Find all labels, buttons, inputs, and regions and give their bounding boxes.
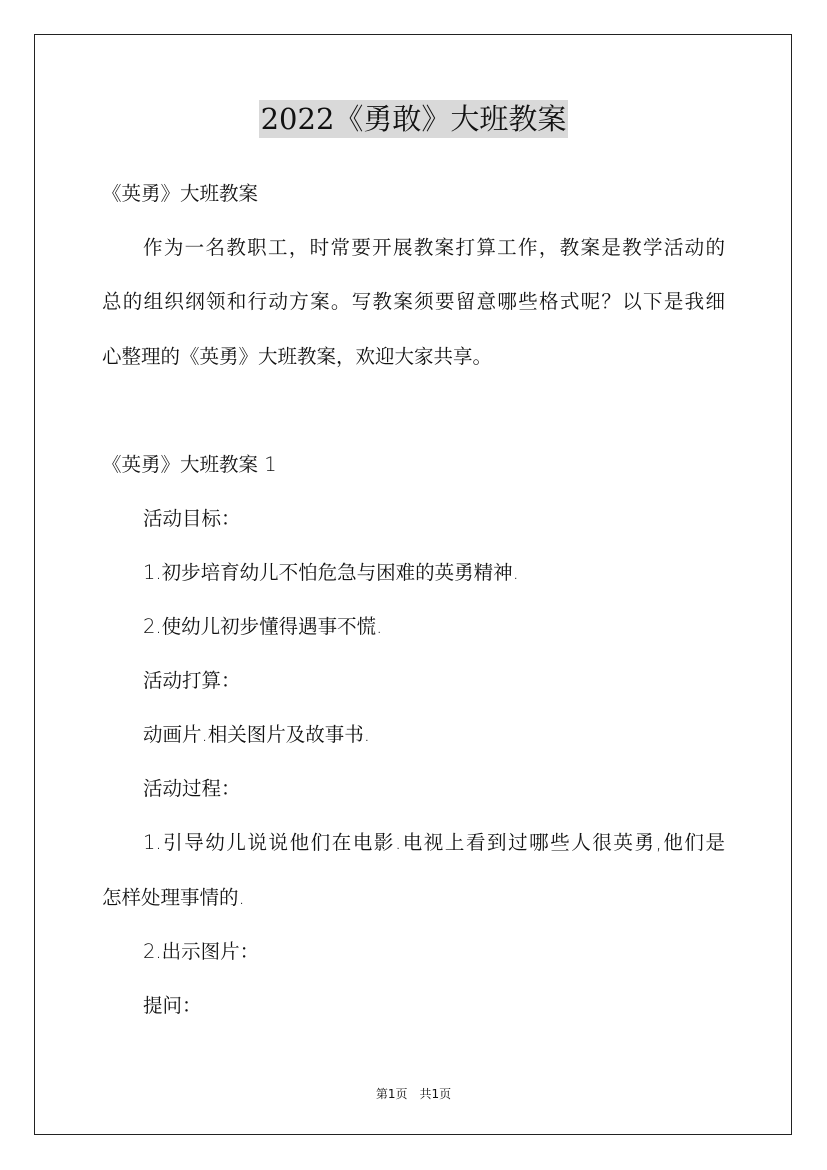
paragraph-line: 1.初步培育幼儿不怕危急与困难的英勇精神. [143,561,519,584]
paragraph-line: 2.出示图片： [143,940,260,963]
document-title-wrap [0,100,827,138]
page-footer: 第1页 共1页 [375,1087,452,1101]
paragraph-line: 动画片.相关图片及故事书. [143,723,370,746]
paragraph-line: 心整理的《英勇》大班教案，欢迎大家共享。 [102,345,493,368]
paragraph-line: 总的组织纲领和行动方案。写教案须要留意哪些格式呢？以下是我细 [102,290,725,313]
paragraph-line: 1.引导幼儿说说他们在电影.电视上看到过哪些人很英勇,他们是 [143,831,725,854]
document-title: 2022《勇敢》大班教案 [260,102,567,136]
heading-line: 《英勇》大班教案 [102,182,259,205]
paragraph-line: 作为一名教职工，时常要开展教案打算工作，教案是教学活动的 [143,236,725,259]
paragraph-line: 活动打算： [143,669,241,692]
section-heading: 《英勇》大班教案 1 [102,453,277,476]
paragraph-line: 活动目标： [143,507,241,530]
paragraph-line: 提问： [143,994,202,1017]
paragraph-line: 怎样处理事情的. [102,886,245,909]
paragraph-line: 活动过程： [143,777,241,800]
paragraph-line: 2.使幼儿初步懂得遇事不慌. [143,615,383,638]
